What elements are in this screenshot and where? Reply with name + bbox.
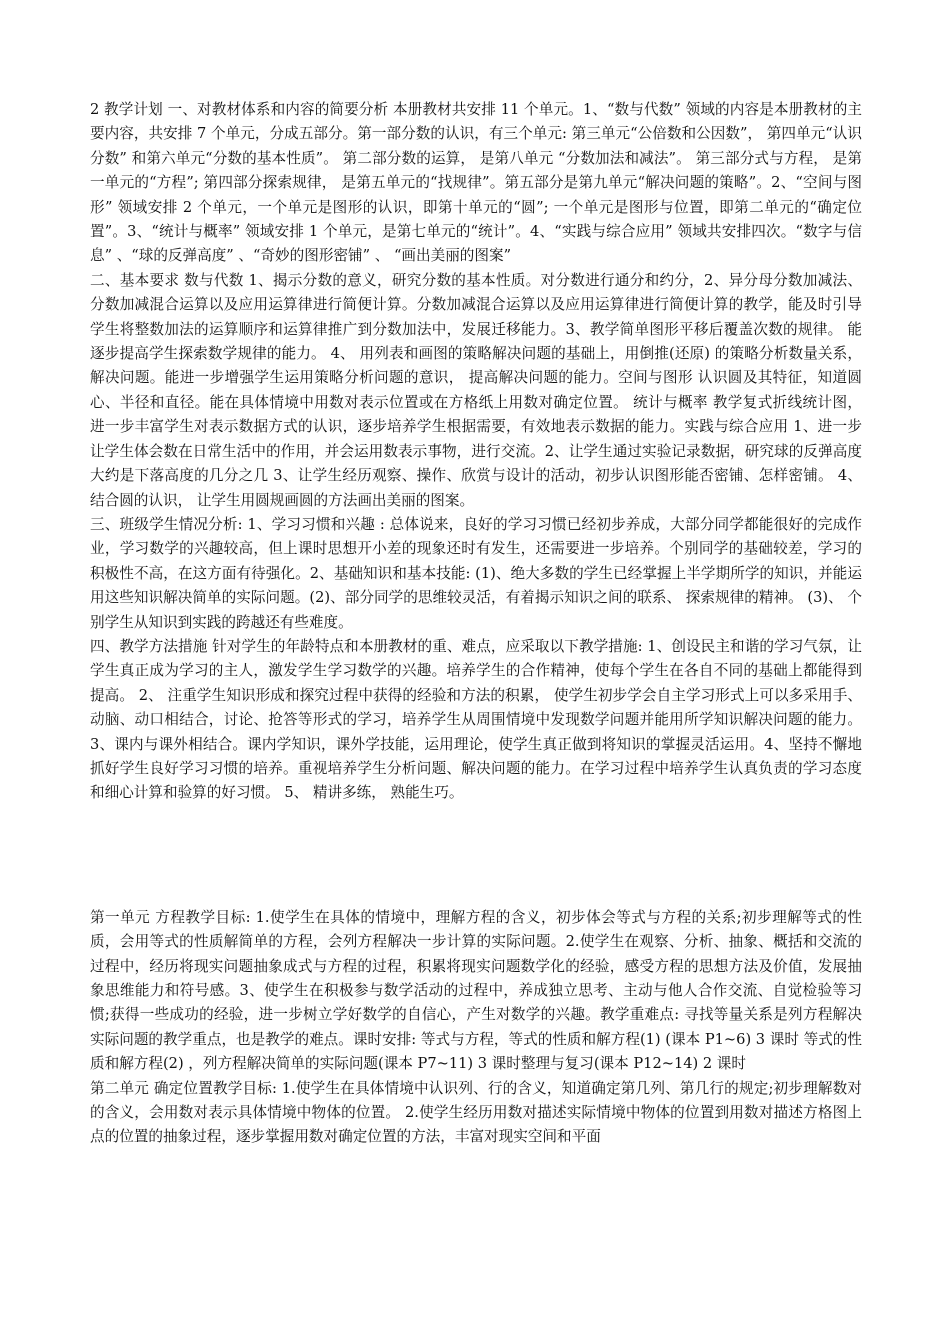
page-spacer (90, 806, 862, 906)
paragraph-teaching-plan-analysis: 2 教学计划 一、对教材体系和内容的简要分析 本册教材共安排 11 个单元。1、“数与代数” 领域的内容是本册教材的主要内容，共安排 7 个单元，分成五部分。第一部分数的认识，有三个单元: 第三单元“公倍数和公因数”， 第四单元“认识分数” 和第六单元“分数的基本性质”。 第二部分数的运算， 是第八单元 “分数加法和减法”。 第三部分式与方程， 是第一单元的“方程”; 第四部分探索规律， 是第五单元的“找规律”。第五部分是第九单元“解决问题的策略”。2、“空间与图形” 领域安排 2 个单元，一个单元是图形的认识，即第十单元的“圆”; 一个单元是图形与位置，即第二单元的“确定位置”。3、“统计与概率” 领域安排 1 个单元，是第七单元的“统计”。4、“实践与综合应用” 领域共安排四次。“数字与信息” 、“球的反弹高度” 、“奇妙的图形密铺” 、 “画出美丽的图案” (90, 101, 862, 265)
document-page (90, 98, 862, 1150)
paragraph-unit-one: 第一单元 方程教学目标: 1.使学生在具体的情境中，理解方程的含义，初步体会等式与方程的关系;初步理解等式的性质，会用等式的性质解简单的方程，会列方程解决一步计算的实际问题。2.使学生在观察、分析、抽象、概括和交流的过程中，经历将现实问题抽象成式与方程的过程，积累将现实问题数学化的经验，感受方程的思想方法及价值，发展抽象思维能力和符号感。3、使学生在积极参与数学活动的过程中，养成独立思考、主动与他人合作交流、自觉检验等习惯;获得一些成功的经验，进一步树立学好数学的自信心，产生对数学的兴趣。教学重难点: 寻找等量关系是列方程解决实际问题的教学重点，也是教学的难点。课时安排: 等式与方程，等式的性质和解方程(1) (课本 P1~6) 3 课时 等式的性质和解方程(2) ，列方程解决简单的实际问题(课本 P7~11) 3 课时整理与复习(课本 P12~14) 2 课时 (90, 908, 862, 1073)
paragraph-basic-requirements: 二、基本要求 数与代数 1、揭示分数的意义，研究分数的基本性质。对分数进行通分和约分，2、异分母分数加减法、分数加减混合运算以及应用运算律进行简便计算。分数加减混合运算以及应用运算律进行简便计算的教学，能及时引导学生将整数加法的运算顺序和运算律推广到分数加法中，发展迁移能力。3、教学简单图形平移后覆盖次数的规律。 能逐步提高学生探索数学规律的能力。 4、 用列表和画图的策略解决问题的基础上，用倒推(还原) 的策略分析数量关系，解决问题。能进一步增强学生运用策略分析问题的意识， 提高解决问题的能力。空间与图形 认识圆及其特征，知道圆心、半径和直径。能在具体情境中用数对表示位置或在方格纸上用数对确定位置。 统计与概率 教学复式折线统计图， 进一步丰富学生对表示数据方式的认识，逐步培养学生根据需要，有效地表示数据的能力。实践与综合应用 1、进一步让学生体会数在日常生活中的作用，并会运用数表示事物，进行交流。2、让学生通过实验记录数据，研究球的反弹高度大约是下落高度的几分之几 3、让学生经历观察、操作、欣赏与设计的活动，初步认识图形能否密铺、怎样密铺。 4、 结合圆的认识， 让学生用圆规画圆的方法画出美丽的图案。 (90, 271, 862, 509)
paragraph-unit-two: 第二单元 确定位置教学目标: 1.使学生在具体情境中认识列、行的含义，知道确定第几列、第几行的规定;初步理解数对的含义，会用数对表示具体情境中物体的位置。 2.使学生经历用数对描述实际情境中物体的位置到用数对描述方格图上点的位置的抽象过程，逐步掌握用数对确定位置的方法，丰富对现实空间和平面 (90, 1079, 862, 1146)
paragraph-teaching-methods: 四、教学方法措施 针对学生的年龄特点和本册教材的重、难点，应采取以下教学措施: 1、创设民主和谐的学习气氛，让学生真正成为学习的主人，激发学生学习数学的兴趣。培养学生的合作精神，使每个学生在各自不同的基础上都能得到提高。 2、 注重学生知识形成和探究过程中获得的经验和方法的积累， 使学生初步学会自主学习形式上可以多采用手、动脑、动口相结合，讨论、抢答等形式的学习，培养学生从周围情境中发现数学问题并能用所学知识解决问题的能力。3、课内与课外相结合。课内学知识，课外学技能，运用理论，使学生真正做到将知识的掌握灵活运用。4、坚持不懈地抓好学生良好学习习惯的培养。重视培养学生分析问题、解决问题的能力。在学习过程中培养学生认真负责的学习态度和细心计算和验算的好习惯。 5、 精讲多练， 熟能生巧。 (90, 637, 862, 802)
paragraph-class-situation: 三、班级学生情况分析: 1、学习习惯和兴趣 : 总体说来，良好的学习习惯已经初步养成，大部分同学都能很好的完成作业，学习数学的兴趣较高，但上课时思想开小差的现象还时有发生，还需要进一步培养。个别同学的基础较差，学习的积极性不高，在这方面有待强化。2、基础知识和基本技能: (1)、绝大多数的学生已经掌握上半学期所学的知识，并能运用这些知识解决简单的实际问题。(2)、部分同学的思维较灵活，有着揭示知识之间的联系、 探索规律的精神。 (3)、 个别学生从知识到实践的跨越还有些难度。 (90, 515, 862, 631)
